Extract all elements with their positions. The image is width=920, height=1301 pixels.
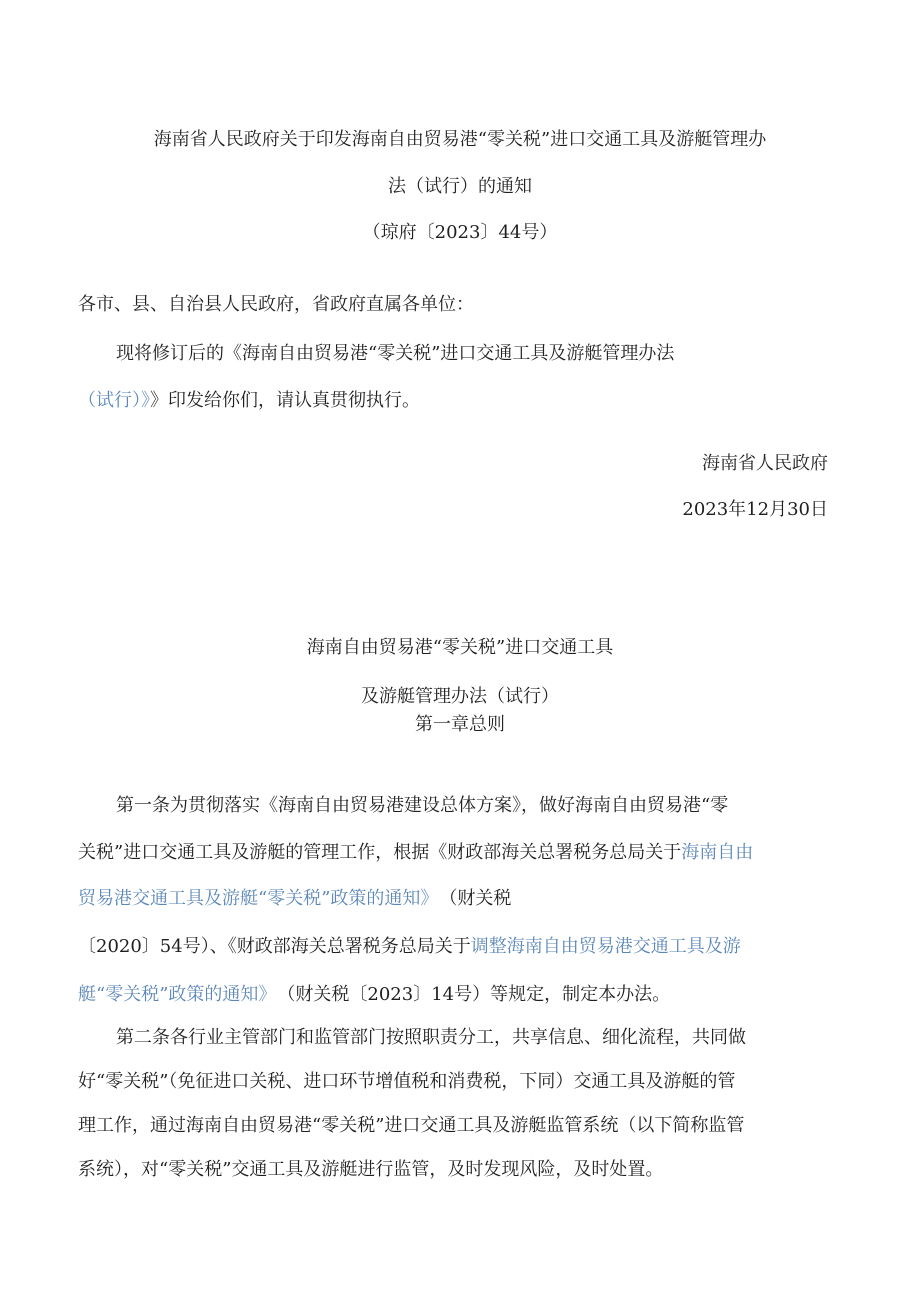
- article-2-line-4: 系统），对“零关税”交通工具及游艇进行监管，及时发现风险，及时处置。: [78, 1159, 664, 1180]
- addressee: 各市、县、自治县人民政府，省政府直属各单位：: [78, 294, 474, 315]
- policy-notice-2023-link-cont[interactable]: 艇“零关税”政策的通知》: [78, 984, 277, 1005]
- notice-body-text: 》印发给你们，请认真贯彻执行。: [150, 390, 420, 411]
- article-2-line-3: 理工作，通过海南自由贸易港“零关税”进口交通工具及游艇监管系统（以下简称监管: [78, 1115, 745, 1136]
- notice-body-line-2: [78, 389, 420, 413]
- article-1-line-2: [78, 841, 753, 865]
- article-1-text: （财关税: [448, 888, 512, 909]
- policy-notice-2020-link-cont[interactable]: 贸易港交通工具及游艇“零关税”政策的通知》: [78, 888, 439, 909]
- policy-notice-2020-link[interactable]: 海南自由: [681, 842, 754, 863]
- policy-notice-2023-link[interactable]: 调整海南自由贸易港交通工具及游: [470, 936, 741, 957]
- measures-link-close[interactable]: 》: [141, 390, 150, 411]
- issue-date: 2023年12月30日: [682, 499, 828, 520]
- measures-title-line-1: 海南自由贸易港“零关税”进口交通工具: [306, 637, 614, 658]
- measures-title-line-2: 及游艇管理办法（试行）: [361, 686, 559, 707]
- article-1-line-3: [78, 887, 511, 911]
- article-1-text: 关税”进口交通工具及游艇的管理工作，根据《财政部海关总署税务总局关于: [78, 842, 682, 863]
- signer: 海南省人民政府: [702, 453, 828, 474]
- article-2-line-2: 好“零关税”（免征进口关税、进口环节增值税和消费税，下同）交通工具及游艇的管: [78, 1071, 736, 1092]
- article-2-line-1: 第二条各行业主管部门和监管部门按照职责分工，共享信息、细化流程，共同做: [116, 1027, 746, 1048]
- notice-title-line-2: 法（试行）的通知: [388, 176, 532, 197]
- notice-title-line-1: 海南省人民政府关于印发海南自由贸易港“零关税”进口交通工具及游艇管理办: [153, 129, 767, 150]
- article-1-text: 〔2020〕54号）、《财政部海关总署税务总局关于: [78, 936, 471, 957]
- article-1-text: （财关税〔2023〕14号）等规定，制定本办法。: [286, 984, 671, 1005]
- measures-link[interactable]: （试行）: [78, 390, 141, 411]
- article-1-line-1: 第一条为贯彻落实《海南自由贸易港建设总体方案》，做好海南自由贸易港“零: [116, 795, 729, 816]
- article-1-line-5: [78, 983, 670, 1007]
- chapter-heading: 第一章总则: [415, 714, 505, 735]
- article-1-line-4: [78, 935, 741, 959]
- notice-body-line-1: 现将修订后的《海南自由贸易港“零关税”进口交通工具及游艇管理办法: [116, 343, 675, 364]
- document-number: （琼府〔2023〕44号）: [362, 222, 558, 243]
